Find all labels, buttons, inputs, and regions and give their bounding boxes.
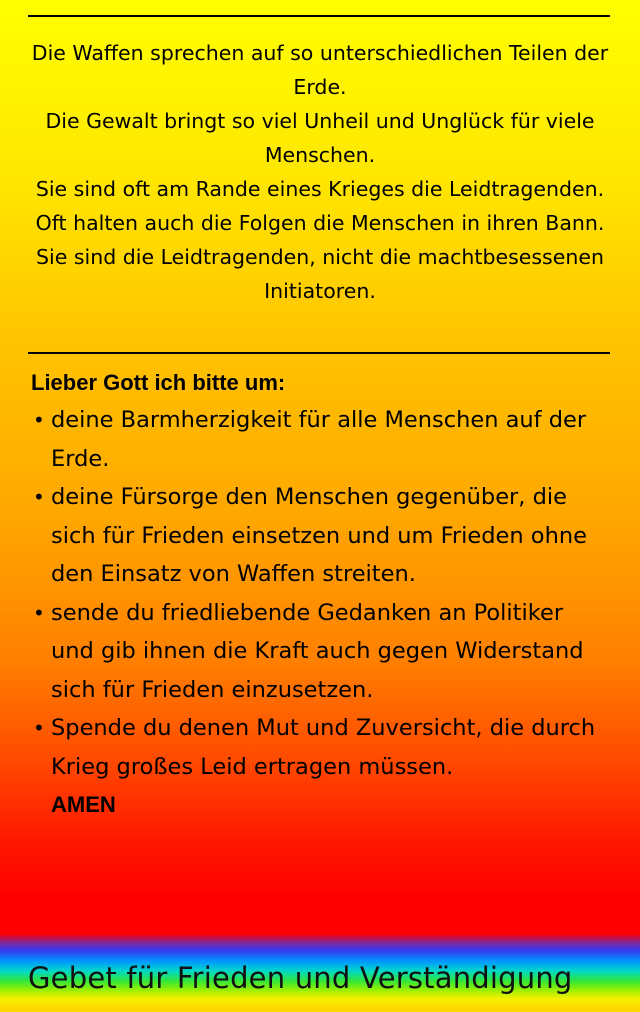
intro-line: Oft halten auch die Folgen die Menschen in ihren Bann. — [35, 211, 605, 235]
list-item — [33, 709, 613, 786]
bullet-icon: • — [33, 485, 45, 509]
list-item — [33, 478, 613, 594]
rainbow-footer-band — [0, 935, 640, 1012]
bullet-icon: • — [33, 716, 45, 740]
intro-text — [20, 36, 620, 308]
middle-divider — [28, 352, 610, 354]
intro-line: Die Gewalt bringt so viel Unheil und Unglück für viele Menschen. — [45, 109, 595, 167]
intro-line: Sie sind oft am Rande eines Krieges die Leidtragenden. — [35, 177, 605, 201]
intro-line: Die Waffen sprechen auf so unterschiedlichen Teilen der Erde. — [31, 41, 609, 99]
prayer-list — [33, 401, 613, 786]
list-item-text: Spende du denen Mut und Zuversicht, die durch Krieg großes Leid ertragen müssen. — [51, 715, 596, 780]
list-item — [33, 401, 613, 478]
bullet-icon: • — [33, 408, 45, 432]
intro-line: Sie sind die Leidtragenden, nicht die machtbesessenen Initiatoren. — [36, 245, 604, 303]
footer-title: Gebet für Frieden und Verständigung — [28, 961, 573, 995]
list-item — [33, 594, 613, 710]
list-item-text: deine Fürsorge den Menschen gegenüber, die sich für Frieden einsetzen und um Frieden ohne den Einsatz von Waffen streiten. — [51, 484, 587, 587]
top-divider — [28, 15, 610, 17]
amen-closing: AMEN — [51, 792, 116, 817]
bullet-icon: • — [33, 600, 45, 625]
list-item-text: sende du friedliebende Gedanken an Politiker und gib ihnen die Kraft auch gegen Widerstand sich für Frieden einzusetzen. — [51, 599, 584, 703]
prayer-heading: Lieber Gott ich bitte um: — [31, 370, 286, 395]
list-item-text: deine Barmherzigkeit für alle Menschen auf der Erde. — [51, 407, 587, 472]
